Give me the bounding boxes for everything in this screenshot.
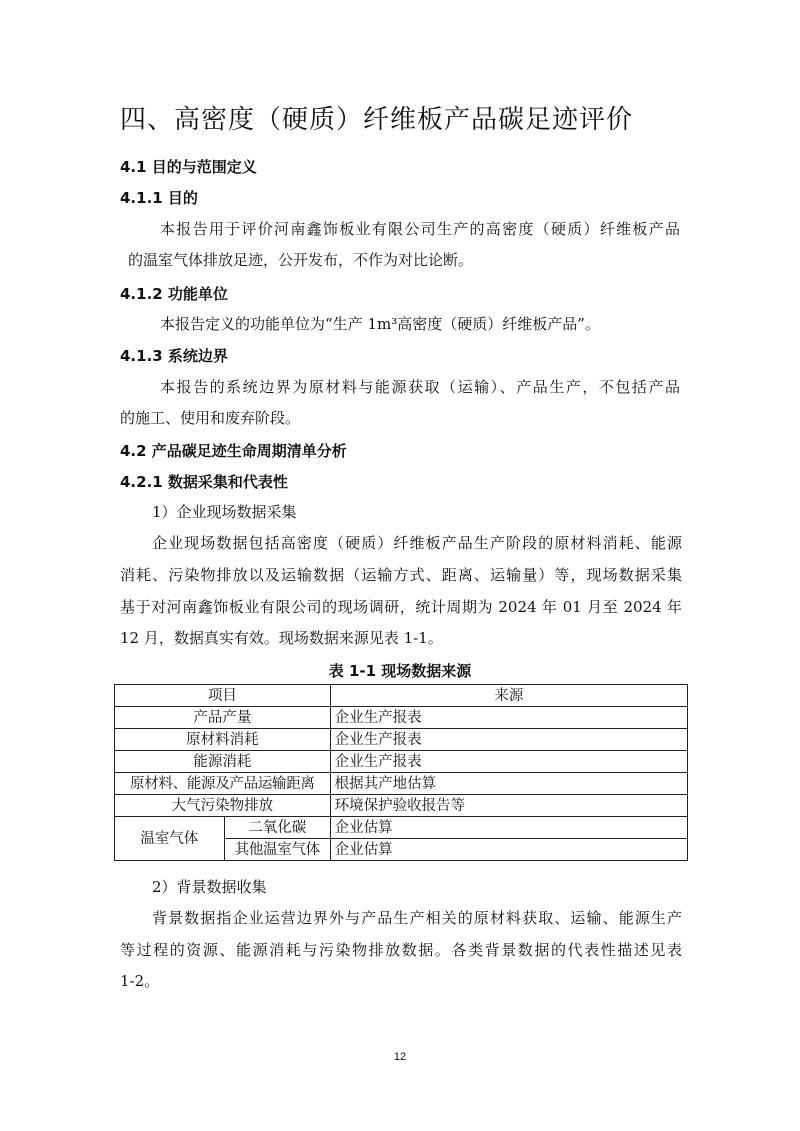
- row-item: 其他温室气体: [224, 839, 330, 861]
- table-row: [115, 773, 688, 795]
- page-number: 12: [393, 1051, 407, 1063]
- table-row: [115, 817, 688, 839]
- row-item: 二氧化碳: [224, 817, 330, 839]
- chapter-heading: 四、高密度（硬质）纤维板产品碳足迹评价: [120, 105, 634, 135]
- section-4-1-2-heading: 4.1.2 功能单位: [120, 285, 228, 303]
- background-data-paragraph-line-1: 背景数据指企业运营边界外与产品生产相关的原材料获取、运输、能源生产: [152, 909, 682, 927]
- section-4-1-heading: 4.1 目的与范围定义: [120, 158, 257, 176]
- purpose-paragraph-line-1: 本报告用于评价河南鑫饰板业有限公司生产的高密度（硬质）纤维板产品: [160, 220, 680, 238]
- onsite-data-paragraph-line-3: 基于对河南鑫饰板业有限公司的现场调研，统计周期为 2024 年 01 月至 2024 年: [120, 598, 682, 616]
- table-caption: 表 1-1 现场数据来源: [328, 662, 472, 680]
- section-4-1-3-heading: 4.1.3 系统边界: [120, 347, 228, 365]
- row-source: 企业估算: [330, 839, 687, 861]
- header-item: 项目: [115, 685, 331, 707]
- row-source: 企业估算: [330, 817, 687, 839]
- table-row: [115, 795, 688, 817]
- table-header-row: [115, 685, 688, 707]
- background-data-paragraph-line-3: 1-2。: [120, 972, 160, 990]
- system-boundary-paragraph-line-2: 的施工、使用和废弃阶段。: [120, 409, 301, 427]
- row-item: 大气污染物排放: [115, 795, 331, 817]
- row-source: 企业生产报表: [330, 707, 687, 729]
- onsite-data-paragraph-line-4: 12 月，数据真实有效。现场数据来源见表 1-1。: [120, 629, 443, 647]
- background-data-paragraph-line-2: 等过程的资源、能源消耗与污染物排放数据。各类背景数据的代表性描述见表: [120, 941, 682, 959]
- section-4-2-heading: 4.2 产品碳足迹生命周期清单分析: [120, 442, 347, 460]
- purpose-paragraph-line-2: 的温室气体排放足迹，公开发布，不作为对比论断。: [128, 251, 474, 269]
- data-source-table: [114, 684, 688, 861]
- onsite-data-paragraph-line-1: 企业现场数据包括高密度（硬质）纤维板产品生产阶段的原材料消耗、能源: [152, 534, 682, 552]
- system-boundary-paragraph-line-1: 本报告的系统边界为原材料与能源获取（运输）、产品生产，不包括产品: [160, 378, 680, 396]
- onsite-data-paragraph-line-2: 消耗、污染物排放以及运输数据（运输方式、距离、运输量）等，现场数据采集: [120, 566, 682, 584]
- row-item: 产品产量: [115, 707, 331, 729]
- ghg-group-cell: 温室气体: [115, 817, 225, 861]
- list-item-2: 2）背景数据收集: [152, 878, 267, 896]
- row-source: 环境保护验收报告等: [330, 795, 687, 817]
- list-item-1: 1）企业现场数据采集: [152, 503, 297, 521]
- row-item: 能源消耗: [115, 751, 331, 773]
- section-4-1-1-heading: 4.1.1 目的: [120, 189, 198, 207]
- section-4-2-1-heading: 4.2.1 数据采集和代表性: [120, 473, 288, 491]
- row-source: 企业生产报表: [330, 729, 687, 751]
- table-row: [115, 729, 688, 751]
- table-row: [115, 707, 688, 729]
- header-source: 来源: [330, 685, 687, 707]
- functional-unit-paragraph: 本报告定义的功能单位为“生产 1m³高密度（硬质）纤维板产品”。: [160, 315, 600, 333]
- row-item: 原材料、能源及产品运输距离: [115, 773, 331, 795]
- table-row: [115, 751, 688, 773]
- row-item: 原材料消耗: [115, 729, 331, 751]
- row-source: 企业生产报表: [330, 751, 687, 773]
- row-source: 根据其产地估算: [330, 773, 687, 795]
